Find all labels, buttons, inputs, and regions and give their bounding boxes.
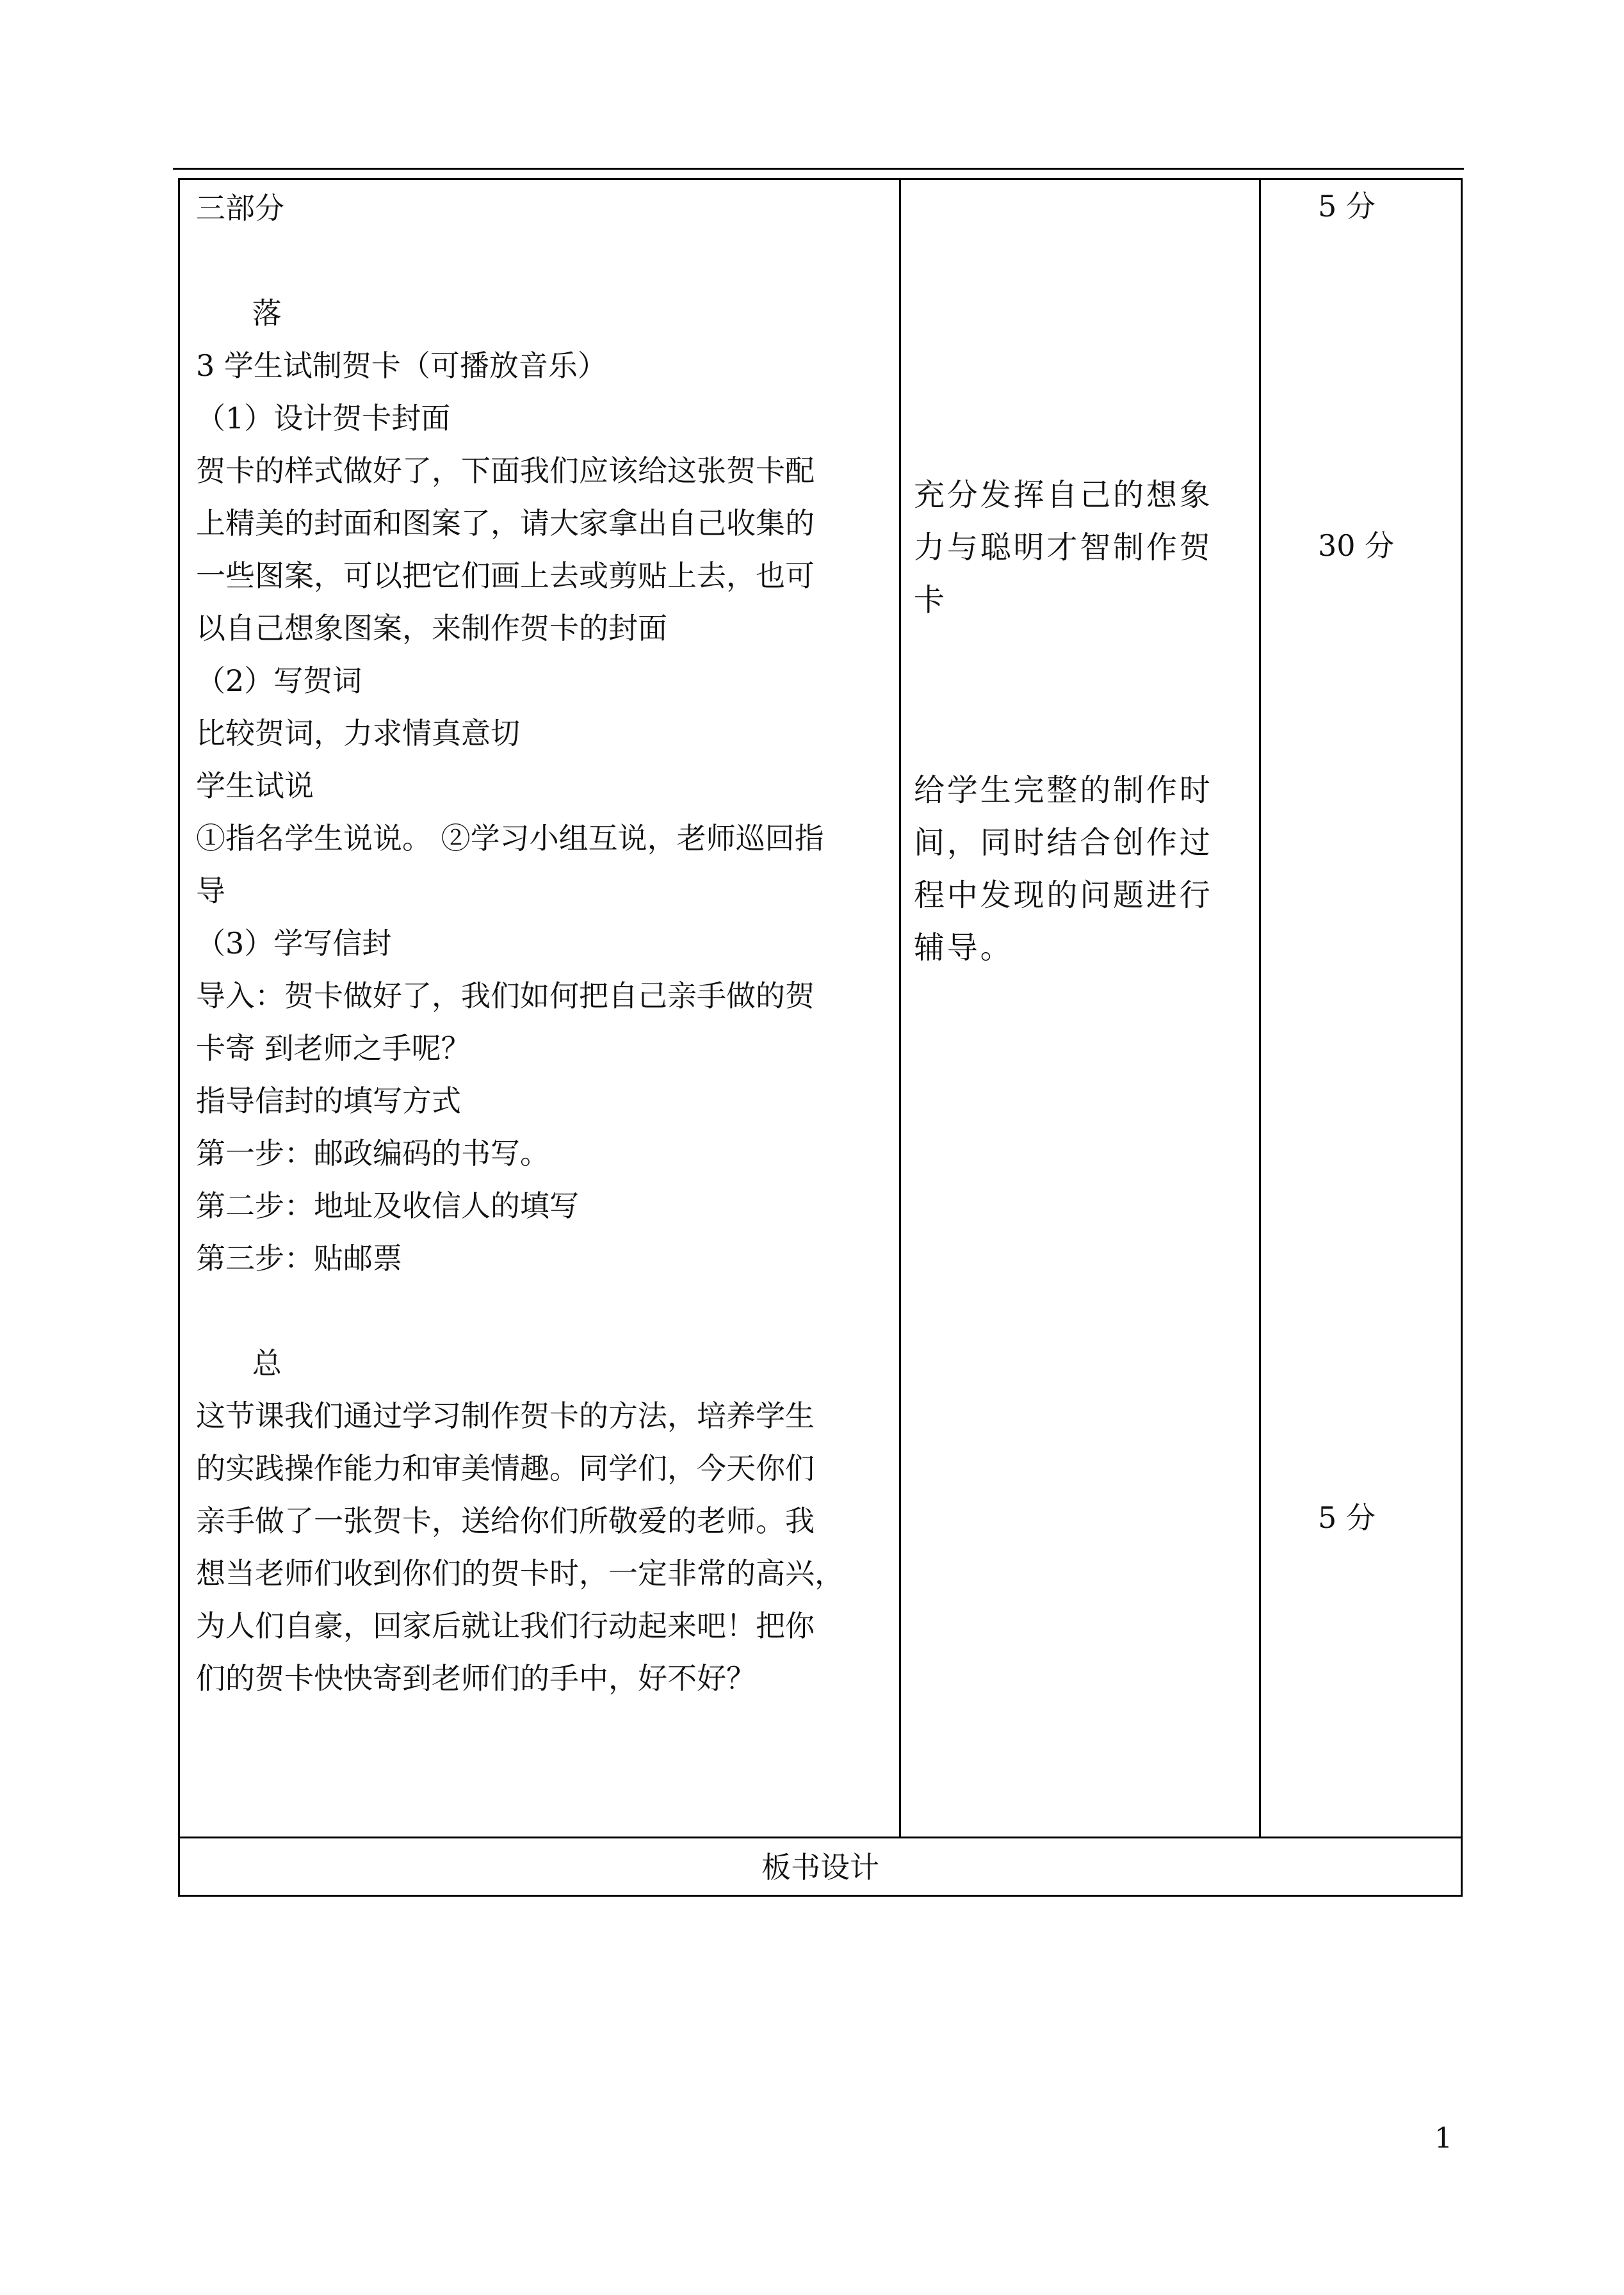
left-column-line: 导入：贺卡做好了，我们如何把自己亲手做的贺 bbox=[196, 978, 815, 1013]
middle-note-1: 充分发挥自己的想象力与聪明才智制作贺卡 bbox=[914, 477, 1213, 618]
column-divider-1 bbox=[899, 178, 901, 1838]
left-column-line: 第一步：邮政编码的书写。 bbox=[196, 1136, 549, 1171]
left-column-line: 三部分 bbox=[196, 191, 284, 225]
left-column-line: 为人们自豪，回家后就让我们行动起来吧！把你 bbox=[196, 1609, 815, 1643]
left-column-line: （3）学写信封 bbox=[196, 926, 392, 961]
left-column-line: 学生试说 bbox=[196, 768, 314, 803]
left-column-line: （2）写贺词 bbox=[196, 663, 362, 698]
left-column-line: 3 学生试制贺卡（可播放音乐） bbox=[196, 348, 607, 383]
left-column-line: 导 bbox=[196, 873, 225, 908]
left-column-line: 第二步：地址及收信人的填写 bbox=[196, 1188, 579, 1223]
left-column-line: ①指名学生说说。 ②学习小组互说，老师巡回指 bbox=[196, 821, 824, 856]
header-rule bbox=[173, 168, 1464, 170]
left-column-line: 一些图案，可以把它们画上去或剪贴上去，也可 bbox=[196, 558, 815, 593]
left-column-line bbox=[196, 1285, 844, 1337]
left-column-line: 想当老师们收到你们的贺卡时，一定非常的高兴， bbox=[196, 1556, 844, 1591]
board-design-footer: 板书设计 bbox=[761, 1850, 879, 1885]
left-column-line: 总 bbox=[196, 1346, 282, 1381]
table-border-top bbox=[178, 178, 1463, 180]
score-label-2: 30 分 bbox=[1318, 528, 1395, 563]
left-column-line: 贺卡的样式做好了，下面我们应该给这张贺卡配 bbox=[196, 453, 815, 488]
column-divider-2 bbox=[1259, 178, 1261, 1838]
left-column-line: （1）设计贺卡封面 bbox=[196, 401, 451, 435]
left-column-line: 指导信封的填写方式 bbox=[196, 1083, 461, 1118]
left-column-line: 亲手做了一张贺卡，送给你们所敬爱的老师。我 bbox=[196, 1504, 815, 1538]
score-label-1: 5 分 bbox=[1318, 189, 1376, 223]
left-column-line: 以自己想象图案，来制作贺卡的封面 bbox=[196, 611, 667, 645]
table-border-right bbox=[1461, 178, 1463, 1897]
left-column-text bbox=[196, 182, 844, 1705]
page-number: 1 bbox=[1434, 2122, 1452, 2155]
left-column-line: 们的贺卡快快寄到老师们的手中，好不好？ bbox=[196, 1661, 756, 1696]
left-column-line: 上精美的封面和图案了，请大家拿出自己收集的 bbox=[196, 506, 815, 540]
left-column-line: 的实践操作能力和审美情趣。同学们，今天你们 bbox=[196, 1451, 815, 1486]
left-column-line: 比较贺词，力求情真意切 bbox=[196, 716, 520, 750]
left-column-line: 落 bbox=[196, 296, 282, 330]
score-label-3: 5 分 bbox=[1318, 1500, 1376, 1535]
left-column-line: 这节课我们通过学习制作贺卡的方法，培养学生 bbox=[196, 1399, 815, 1433]
left-column-line bbox=[196, 234, 844, 287]
left-column-line: 卡寄 到老师之手呢？ bbox=[196, 1031, 471, 1066]
middle-note-2: 给学生完整的制作时间，同时结合创作过程中发现的问题进行辅导。 bbox=[914, 772, 1213, 966]
left-column-line: 第三步：贴邮票 bbox=[196, 1241, 402, 1276]
table-border-left bbox=[178, 178, 180, 1897]
